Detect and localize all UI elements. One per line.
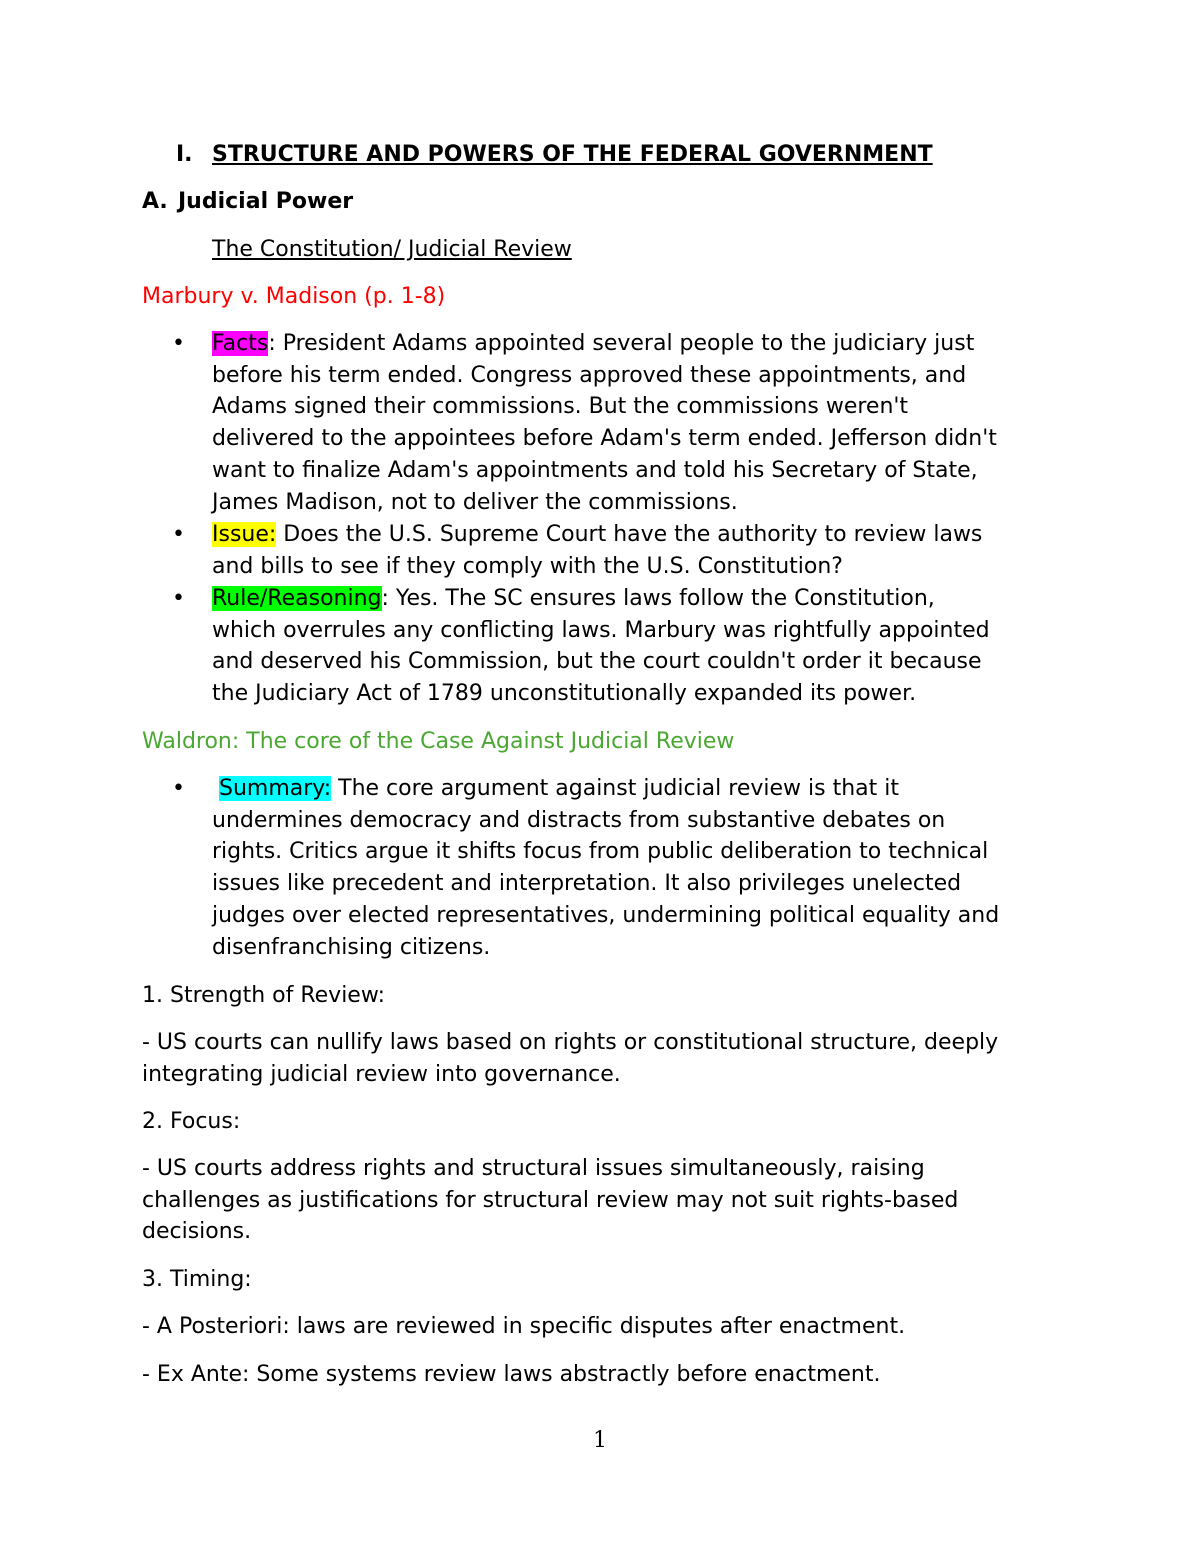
- facts-label: Facts: [212, 331, 269, 356]
- bullet-line: disenfranchising citizens.: [212, 934, 491, 960]
- point-heading-focus: 2. Focus:: [142, 1109, 241, 1134]
- bullet-line: rights. Critics argue it shifts focus from public deliberation to technical: [212, 839, 989, 865]
- point-text: - US courts address rights and structural issues simultaneously, raising: [142, 1156, 925, 1181]
- issue-bullet: [172, 519, 1072, 582]
- section-title: STRUCTURE AND POWERS OF THE FEDERAL GOVERNMENT: [212, 142, 933, 167]
- bullet-line: want to finalize Adam's appointments and told his Secretary of State,: [212, 457, 978, 483]
- topic-subheading: The Constitution/ Judicial Review: [212, 237, 572, 262]
- rule-text: : Yes. The SC ensures laws follow the Constitution,: [381, 586, 935, 611]
- bullet-line: Adams signed their commissions. But the commissions weren't: [212, 394, 909, 420]
- section-heading: [176, 139, 933, 171]
- issue-text: Does the U.S. Supreme Court have the authority to review laws: [276, 522, 983, 547]
- bullet-line: delivered to the appointees before Adam's term ended. Jefferson didn't: [212, 426, 997, 452]
- bullet-dot: •: [172, 776, 185, 801]
- bullet-dot: •: [172, 331, 185, 356]
- point-text: integrating judicial review into governance.: [142, 1062, 621, 1087]
- bullet-line: issues like precedent and interpretation. It also privileges unelected: [212, 871, 962, 897]
- point-heading-strength: 1. Strength of Review:: [142, 983, 386, 1008]
- subsection-letter: A.: [142, 189, 168, 214]
- bullet-line: judges over elected representatives, undermining political equality and: [212, 902, 1000, 928]
- bullet-line: James Madison, not to deliver the commissions.: [212, 489, 738, 515]
- summary-text: The core argument against judicial review is that it: [331, 776, 899, 801]
- bullet-line: the Judiciary Act of 1789 unconstitutionally expanded its power.: [212, 681, 917, 707]
- case-title-waldron: Waldron: The core of the Case Against Judicial Review: [142, 729, 735, 754]
- point-heading-timing: 3. Timing:: [142, 1267, 252, 1292]
- case-title-marbury: Marbury v. Madison (p. 1-8): [142, 284, 446, 309]
- bullet-dot: •: [172, 586, 185, 611]
- point-text: - US courts can nullify laws based on rights or constitutional structure, deeply: [142, 1030, 999, 1055]
- point-text: - A Posteriori: laws are reviewed in specific disputes after enactment.: [142, 1314, 906, 1339]
- facts-bullet: [172, 328, 1072, 518]
- bullet-line: undermines democracy and distracts from substantive debates on: [212, 807, 946, 833]
- bullet-line: [212, 519, 1072, 551]
- summary-label: Summary:: [219, 776, 332, 801]
- point-text: - Ex Ante: Some systems review laws abstractly before enactment.: [142, 1362, 881, 1387]
- point-text: decisions.: [142, 1219, 252, 1244]
- summary-bullet: [172, 773, 1072, 963]
- rule-bullet: [172, 583, 1072, 710]
- facts-text: : President Adams appointed several people to the judiciary just: [268, 331, 975, 356]
- rule-label: Rule/Reasoning: [212, 586, 382, 611]
- subsection-heading: [142, 186, 353, 218]
- bullet-line: before his term ended. Congress approved these appointments, and: [212, 362, 967, 388]
- section-number: I.: [176, 142, 193, 167]
- bullet-line: [212, 583, 1072, 615]
- bullet-line: and bills to see if they comply with the U.S. Constitution?: [212, 553, 843, 579]
- issue-label: Issue:: [212, 522, 277, 547]
- bullet-line: [212, 773, 1072, 805]
- bullet-line: and deserved his Commission, but the court couldn't order it because: [212, 649, 982, 675]
- subsection-title: Judicial Power: [178, 189, 354, 214]
- bullet-line: [212, 328, 1072, 360]
- bullet-dot: •: [172, 522, 185, 547]
- bullet-line: which overrules any conflicting laws. Marbury was rightfully appointed: [212, 617, 990, 643]
- point-text: challenges as justifications for structural review may not suit rights-based: [142, 1188, 959, 1213]
- page-number: 1: [593, 1428, 607, 1453]
